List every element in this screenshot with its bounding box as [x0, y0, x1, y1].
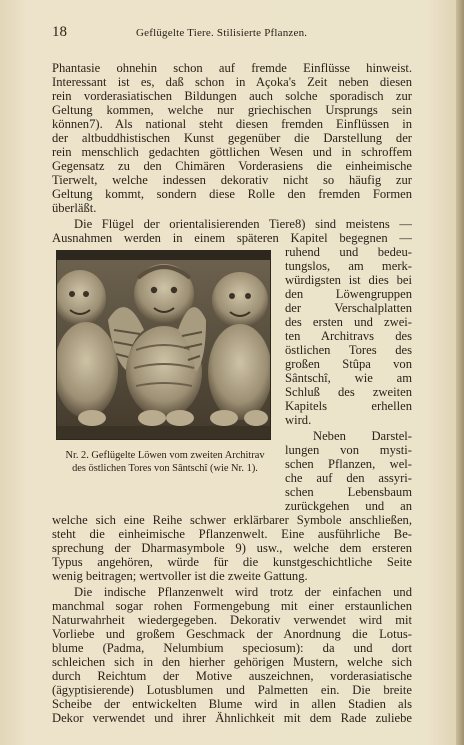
text-line: blume (Padma, Nelumbium speciosum): da und dort — [52, 641, 412, 655]
text-line: der Verschalplatten — [285, 301, 412, 315]
text-line: manchmal sogar rohen Formengebung mit einer erstaunlichen — [52, 599, 412, 613]
text-line: können7). Als national steht diesen fremden Einflüssen in — [52, 117, 412, 131]
text-line: lungen von mysti- — [285, 443, 412, 457]
text-line: wird. — [285, 413, 312, 427]
text-line: Tierwelt, welche indessen dekorativ nicht so häufig zur — [52, 173, 412, 187]
text-line: tungslos, am merk- — [285, 259, 412, 273]
caption-line: Nr. 2. Geflügelte Löwen vom zweiten Architrav — [65, 450, 265, 461]
text-line: rein menschlich gedachten göttlichen Wesen und in schroffem — [52, 145, 412, 159]
text-line: welche sich eine Reihe schwer erklärbarer Symbole anschließen, — [52, 513, 412, 527]
text-line: Scheibe der entwickelten Blume wird in allen Stadien als — [52, 697, 412, 711]
caption-line: des östlichen Tores von Sântschî (wie Nr. 1). — [72, 463, 258, 474]
text-line: rein vorderasiatischen Bildungen auch solche sporadisch zur — [52, 89, 412, 103]
text-line: Schluß des zweiten — [285, 385, 412, 399]
text-line: Kapitels erhellen — [285, 399, 412, 413]
text-line: Typus angehören, würde für die kunstgeschichtliche Seite — [52, 555, 412, 569]
text-line: ten Architravs des — [285, 329, 412, 343]
text-line: Die Flügel der orientalisierenden Tiere8) sind meistens — — [74, 217, 412, 231]
text-line: Phantasie ohnehin schon auf fremde Einflüsse hinweist. — [52, 61, 412, 75]
page-number: 18 — [52, 24, 67, 40]
text-line: schen Pflanzen, wel- — [285, 457, 412, 471]
text-line: ruhend und bedeu- — [285, 245, 412, 259]
text-line: Die indische Pflanzenwelt wird trotz der einfachen und — [74, 585, 412, 599]
text-line: würdigsten ist dies bei — [285, 273, 412, 287]
text-line: großen Stûpa von — [285, 357, 412, 371]
text-line: östlichen Tores des — [285, 343, 412, 357]
text-line: überläßt. — [52, 201, 97, 215]
text-line: sprechung der Dharmasymbole 9) usw., welche dem ersteren — [52, 541, 412, 555]
text-line: den Löwengruppen — [285, 287, 412, 301]
text-line: wenig beitragen; wertvoller ist die zweite Gattung. — [52, 569, 308, 583]
text-line: (ägyptisierende) Lotusblumen und Palmetten ein. Die breite — [52, 683, 412, 697]
text-line: des ersten und zwei- — [285, 315, 412, 329]
text-line: Dekor verwendet und ihrer Ähnlichkeit mit dem Rade zuliebe — [52, 711, 412, 725]
relief-illustration — [56, 250, 271, 440]
text-line: Interessant ist es, daß schon in Açoka's Zeit neben diesen — [52, 75, 412, 89]
figure-winged-lions-relief — [56, 250, 271, 440]
text-line: Naturwahrheit wiedergegeben. Dekorativ verwendet wird mit — [52, 613, 412, 627]
text-line: Gegensatz zu den Chimären Vorderasiens die einheimische — [52, 159, 412, 173]
text-line: der altbuddhistischen Kunst gegenüber die Darstellung der — [52, 131, 412, 145]
text-line: zurückgehen und an — [285, 499, 412, 513]
text-line: schleichen sich in den hierher gehörigen Mustern, welche sich — [52, 655, 412, 669]
figure-caption — [53, 449, 277, 475]
text-line: steht die einheimische Pflanzenwelt. Eine ausführliche Be- — [52, 527, 412, 541]
text-line: Geltung kommt, sondern diese Rolle den fremden Formen — [52, 187, 412, 201]
text-line: Geltung kommen, welche nur griechischen Ursprungs sein — [52, 103, 412, 117]
text-line: che auf den assyri- — [285, 471, 412, 485]
page-edge — [456, 0, 464, 745]
running-title: Geflügelte Tiere. Stilisierte Pflanzen. — [136, 27, 308, 39]
text-line: Ausnahmen werden in einem späteren Kapitel begegnen — — [52, 231, 412, 245]
text-line: schen Lebensbaum — [285, 485, 412, 499]
text-line: durch Reichtum der Motive auszeichnen, vorderasiatische — [52, 669, 412, 683]
text-line: Neben Darstel- — [313, 429, 412, 443]
page-header — [52, 24, 412, 44]
text-line: Sântschî, wie am — [285, 371, 412, 385]
text-line: Vorliebe und großem Geschmack der Anordnung die Lotus- — [52, 627, 412, 641]
